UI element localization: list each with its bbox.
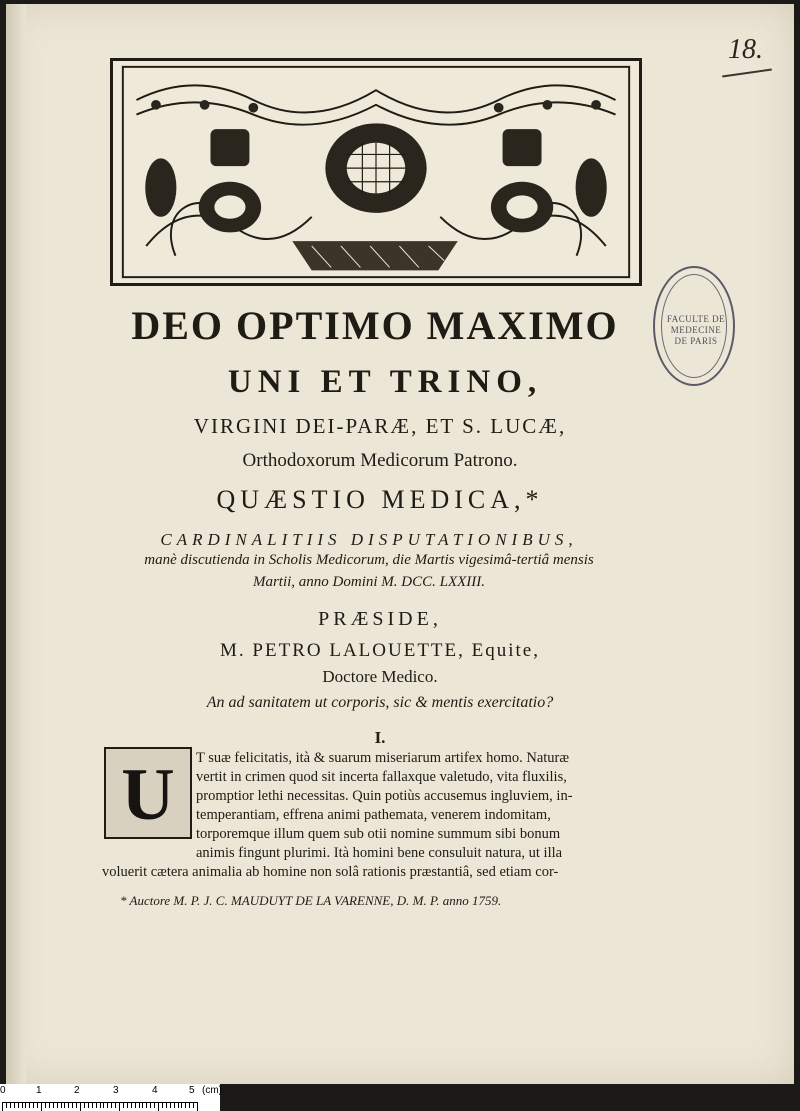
body-line: T suæ felicitatis, ità & suarum miseriarum artifex homo. Naturæ (196, 750, 570, 766)
measurement-scale (0, 1084, 220, 1111)
scale-tick (92, 1102, 93, 1108)
scale-tick (135, 1102, 136, 1108)
disputation-line-1: CARDINALITIIS DISPUTATIONIBUS, (160, 530, 578, 549)
body-line: animis fingunt plurimi. Ità homini bene consuluit natura, ut illa (196, 845, 563, 861)
scale-tick (10, 1102, 11, 1108)
scale-tick (181, 1102, 182, 1108)
scale-tick (146, 1102, 147, 1108)
scale-tick (64, 1102, 65, 1108)
body-line: torporemque illum quem sub otii nomine summum sibi bonum (196, 826, 561, 842)
scale-tick (53, 1102, 54, 1108)
show-through-text (650, 95, 790, 935)
scale-tick (111, 1102, 112, 1108)
body-line: voluerit cætera animalia ab homine non solâ rationis præstantiâ, sed etiam cor- (102, 864, 559, 880)
scale-tick (96, 1102, 97, 1108)
scale-tick (61, 1102, 62, 1108)
scale-tick (80, 1102, 81, 1111)
scale-tick (185, 1102, 186, 1108)
scale-tick (57, 1102, 58, 1108)
scale-tick (139, 1102, 140, 1108)
scale-tick (174, 1102, 175, 1108)
scale-tick (72, 1102, 73, 1108)
scale-tick (25, 1102, 26, 1108)
drop-cap-letter: U (121, 754, 175, 836)
scale-tick (170, 1102, 171, 1108)
scale-tick (127, 1102, 128, 1108)
scale-tick (18, 1102, 19, 1108)
question-thesis: An ad sanitatem ut corporis, sic & mentis exercitatio? (206, 694, 554, 711)
scale-tick (131, 1102, 132, 1108)
scale-label: 0 (0, 1085, 6, 1096)
scale-tick (123, 1102, 124, 1108)
scale-label: 5 (189, 1085, 195, 1096)
scale-tick (162, 1102, 163, 1108)
scale-tick (22, 1102, 23, 1108)
drop-cap-initial (104, 747, 192, 839)
praeside-label: PRÆSIDE, (318, 608, 442, 630)
scale-tick (103, 1102, 104, 1108)
scale-tick (88, 1102, 89, 1108)
praeside-name: M. PETRO LALOUETTE, Equite, (220, 640, 540, 661)
scale-tick (14, 1102, 15, 1108)
scale-tick (107, 1102, 108, 1108)
scale-tick (6, 1102, 7, 1108)
scale-tick (29, 1102, 30, 1108)
headpiece-engraving-icon (113, 61, 639, 283)
scale-tick (189, 1102, 190, 1108)
scale-tick (100, 1102, 101, 1108)
scale-label: 4 (152, 1085, 158, 1096)
footnote: * Auctore M. P. J. C. MAUDUYT DE LA VARENNE, D. M. P. anno 1759. (120, 893, 502, 908)
scale-tick (178, 1102, 179, 1108)
scale-tick (37, 1102, 38, 1108)
scale-label: 1 (36, 1085, 42, 1096)
title-line-3: VIRGINI DEI-PARÆ, ET S. LUCÆ, (193, 414, 567, 438)
body-line: vertit in crimen quod sit incerta fallaxque valetudo, vita fluxilis, (196, 769, 567, 785)
scale-tick (76, 1102, 77, 1108)
question-heading: QUÆSTIO MEDICA,* (216, 485, 544, 514)
scale-tick (41, 1102, 42, 1111)
scale-tick (2, 1102, 3, 1111)
scale-tick (119, 1102, 120, 1111)
stamp-text: FACULTE DE MEDECINE DE PARIS (666, 314, 726, 346)
praeside-title: Doctore Medico. (322, 667, 438, 686)
title-line-2: UNI ET TRINO, (227, 364, 543, 400)
scale-tick (166, 1102, 167, 1108)
scale-unit: (cm) (202, 1085, 222, 1096)
scale-tick (45, 1102, 46, 1108)
scale-tick (68, 1102, 69, 1108)
title-line-1: DEO OPTIMO MAXIMO (131, 303, 619, 348)
scale-label: 2 (74, 1085, 80, 1096)
title-line-4: Orthodoxorum Medicorum Patrono. (242, 450, 518, 471)
scale-tick (193, 1102, 194, 1108)
section-number: I. (374, 728, 386, 747)
scale-tick (84, 1102, 85, 1108)
scale-label: 3 (113, 1085, 119, 1096)
scale-tick (158, 1102, 159, 1111)
scale-tick (150, 1102, 151, 1108)
scale-tick (154, 1102, 155, 1108)
scale-tick (33, 1102, 34, 1108)
ornamental-headpiece (110, 58, 642, 286)
scale-tick (115, 1102, 116, 1108)
folio-number: 18. (728, 34, 763, 65)
body-line: temperantiam, effrena animi pathemata, venerem indomitam, (196, 807, 551, 823)
body-line: promptior lethi necessitas. Quin potiùs accusemus ingluviem, in- (196, 788, 573, 804)
disputation-line-3: Martii, anno Domini M. DCC. LXXIII. (252, 574, 486, 590)
page-gutter (6, 4, 26, 1084)
scale-tick (142, 1102, 143, 1108)
scale-tick (49, 1102, 50, 1108)
scale-tick (197, 1102, 198, 1111)
disputation-line-2: manè discutienda in Scholis Medicorum, die Martis vigesimâ-tertiâ mensis (144, 552, 594, 568)
